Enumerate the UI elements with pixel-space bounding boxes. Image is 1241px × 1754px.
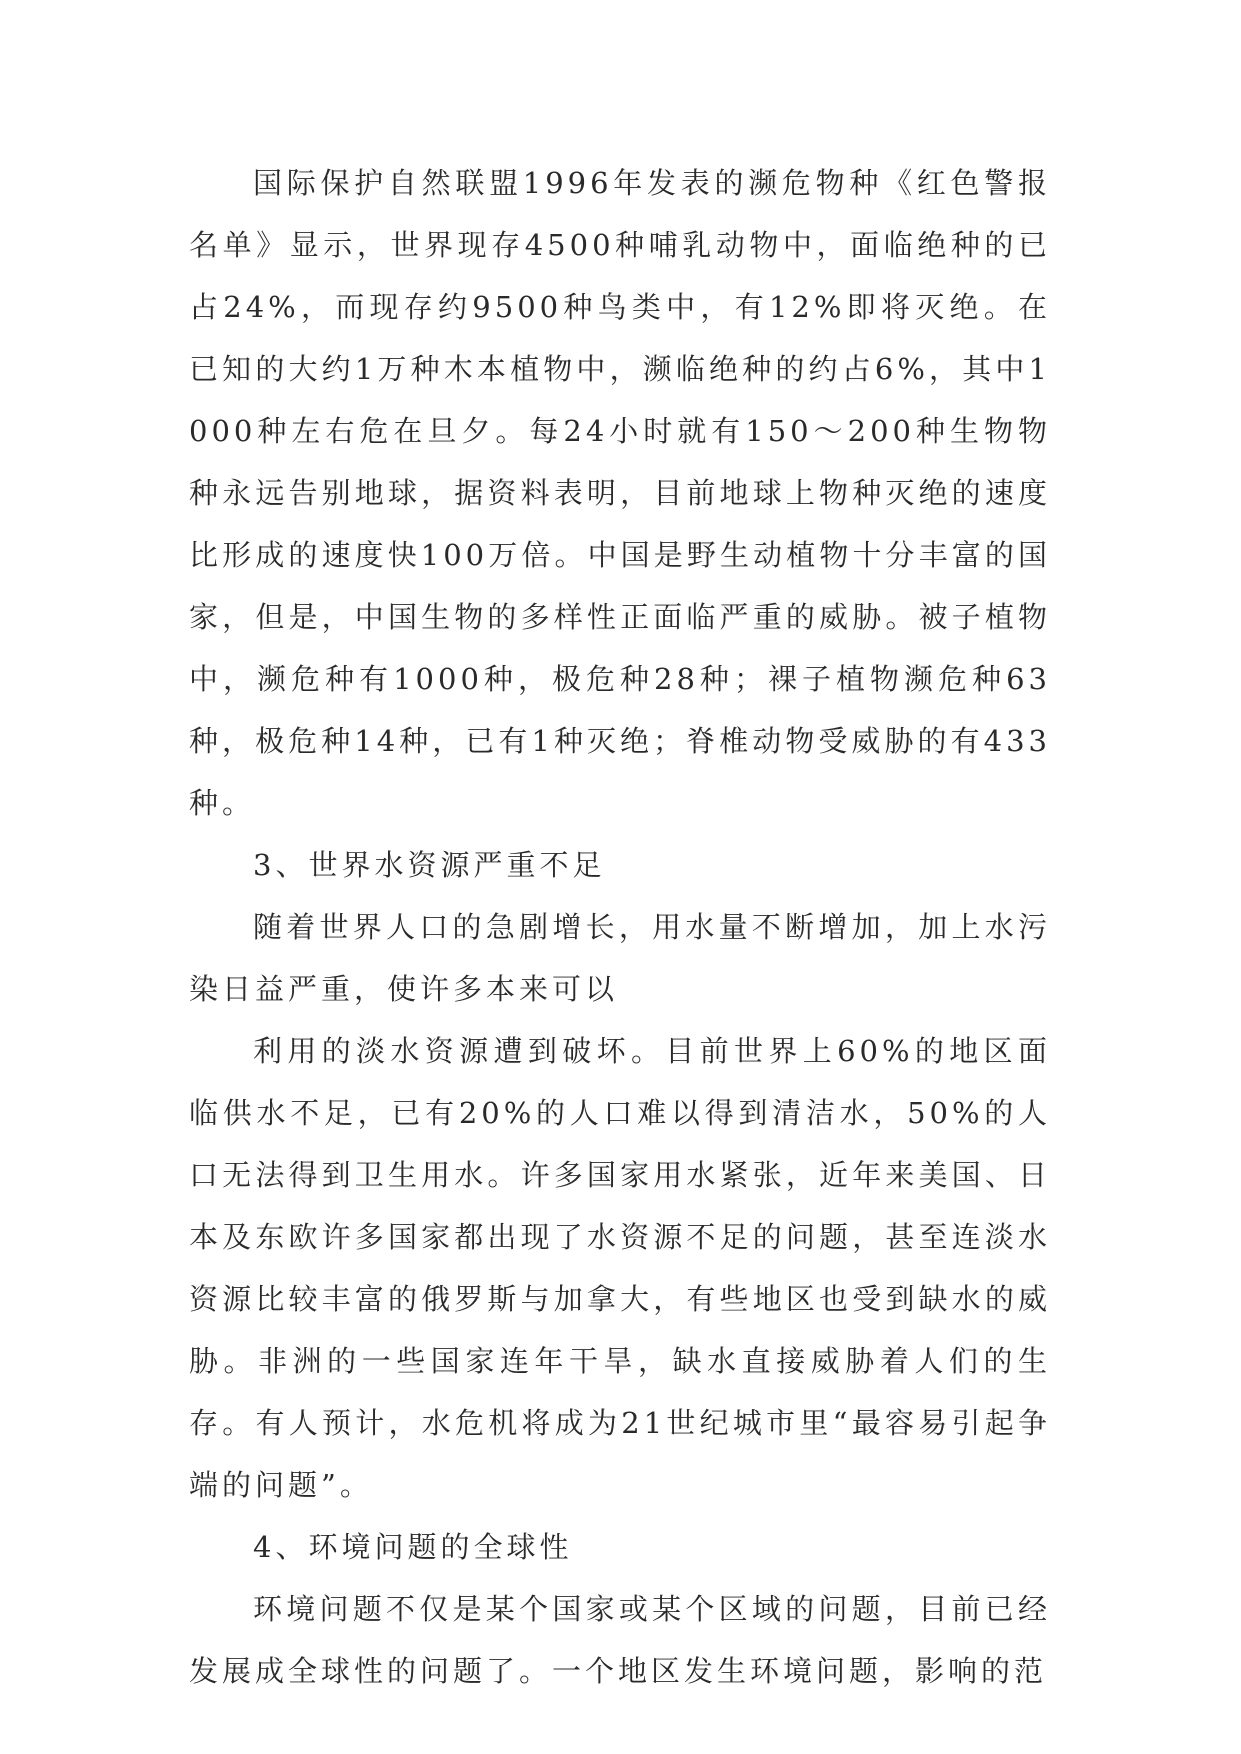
paragraph-endangered-species: 国际保护自然联盟1996年发表的濒危物种《红色警报名单》显示，世界现存4500种哺乳动物中，面临绝种的已占24%，而现存约9500种鸟类中，有12%即将灭绝。在已知的大约1万种木本植物中，濒临绝种的约占6%，其中1000种左右危在旦夕。每24小时就有150～200种生物物种永远告别地球，据资料表明，目前地球上物种灭绝的速度比形成的速度快100万倍。中国是野生动植物十分丰富的国家，但是，中国生物的多样性正面临严重的威胁。被子植物中，濒危种有1000种，极危种28种；裸子植物濒危种63种，极危种14种，已有1种灭绝；脊椎动物受威胁的有433种。 xyxy=(189,166,1051,820)
section-heading-global-environment: 4、环境问题的全球性 xyxy=(253,1530,573,1564)
paragraph-global-environment: 环境问题不仅是某个国家或某个区域的问题，目前已经发展成全球性的问题了。一个地区发生环境问题，影响的范 xyxy=(189,1592,1051,1688)
document-body xyxy=(189,152,1051,1702)
paragraph-water-intro: 随着世界人口的急剧增长，用水量不断增加，加上水污染日益严重，使许多本来可以 xyxy=(189,910,1051,1006)
paragraph-water-details: 利用的淡水资源遭到破坏。目前世界上60%的地区面临供水不足，已有20%的人口难以得到清洁水，50%的人口无法得到卫生用水。许多国家用水紧张，近年来美国、日本及东欧许多国家都出现了水资源不足的问题，甚至连淡水资源比较丰富的俄罗斯与加拿大，有些地区也受到缺水的威胁。非洲的一些国家连年干旱，缺水直接威胁着人们的生存。有人预计，水危机将成为21世纪城市里“最容易引起争端的问题”。 xyxy=(189,1034,1051,1502)
section-heading-water-shortage: 3、世界水资源严重不足 xyxy=(253,848,606,882)
